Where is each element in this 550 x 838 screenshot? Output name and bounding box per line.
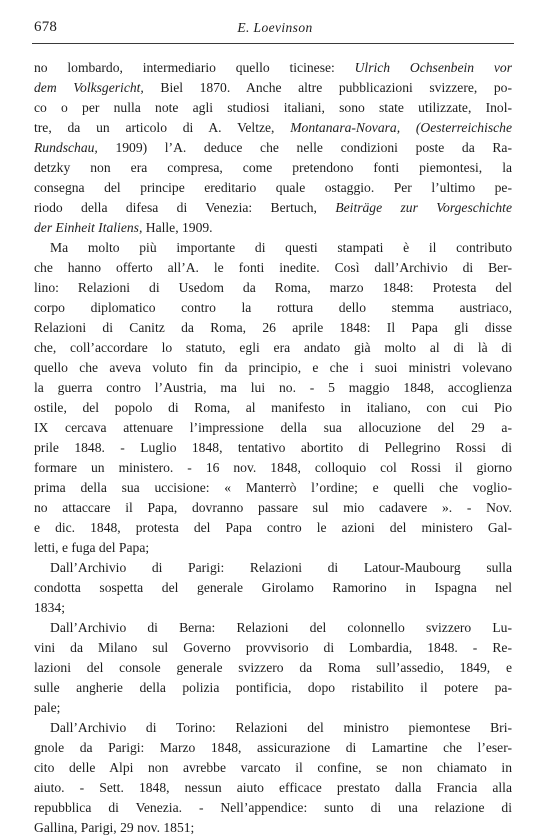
text-run: e dic. 1848, protesta del Papa contro le azioni del ministero Gal- bbox=[34, 520, 512, 535]
page-header bbox=[0, 0, 550, 44]
paragraph bbox=[34, 58, 512, 238]
text-line bbox=[34, 358, 512, 378]
text-run: pale; bbox=[34, 700, 61, 715]
text-line bbox=[34, 278, 512, 298]
text-line bbox=[34, 158, 512, 178]
italic-text: Ulrich Ochsenbein vor bbox=[354, 60, 512, 75]
text-run: corpo diplomatico contro la rottura dello stemma austriaco, bbox=[34, 300, 512, 315]
text-line bbox=[34, 298, 512, 318]
text-run: aiuto. - Sett. 1848, nessun aiuto efficace prestato dalla Francia alla bbox=[34, 780, 512, 795]
text-run: Dall’Archivio di Torino: Relazioni del ministro piemontese Bri- bbox=[50, 720, 512, 735]
text-line bbox=[34, 778, 512, 798]
text-line bbox=[34, 98, 512, 118]
text-run: formare un ministero. - 16 nov. 1848, colloquio col Rossi il giorno bbox=[34, 460, 512, 475]
italic-text: dem Volksgericht, bbox=[34, 80, 144, 95]
text-line bbox=[34, 518, 512, 538]
text-line bbox=[34, 638, 512, 658]
text-run: Relazioni di Canitz da Roma, 26 aprile 1848: Il Papa gli disse bbox=[34, 320, 512, 335]
text-line bbox=[34, 658, 512, 678]
text-run: Gallina, Parigi, 29 nov. 1851; bbox=[34, 820, 195, 835]
text-line bbox=[34, 718, 512, 738]
text-line bbox=[34, 678, 512, 698]
text-run: Dall’Archivio di Berna: Relazioni del colonnello svizzero Lu- bbox=[50, 620, 512, 635]
text-line bbox=[34, 258, 512, 278]
text-line bbox=[34, 758, 512, 778]
paragraph bbox=[34, 558, 512, 618]
text-run: quello che aveva voluto fin da principio, e che i suoi ministri volevano bbox=[34, 360, 512, 375]
text-line bbox=[34, 238, 512, 258]
text-run: Biel 1870. Anche altre pubblicazioni svizzere, po- bbox=[143, 80, 512, 95]
text-run: ostile, del popolo di Roma, al manifesto in italiano, con cui Pio bbox=[34, 400, 512, 415]
text-line bbox=[34, 598, 512, 618]
text-line bbox=[34, 798, 512, 818]
text-line bbox=[34, 58, 512, 78]
text-run: Dall’Archivio di Parigi: Relazioni di Latour-Maubourg sulla bbox=[50, 560, 512, 575]
text-line bbox=[34, 458, 512, 478]
text-run: cito delle Alpi non avrebbe varcato il confine, se non chiamato in bbox=[34, 760, 512, 775]
text-run: prile 1848. - Luglio 1848, tentativo abortito di Pellegrino Rossi di bbox=[34, 440, 512, 455]
text-run: lazioni del console generale svizzero da Roma sull’assedio, 1849, e bbox=[34, 660, 512, 675]
text-run: no lombardo, intermediario quello ticinese: bbox=[34, 60, 355, 75]
italic-text: der Einheit Italiens, bbox=[34, 220, 143, 235]
paragraph bbox=[34, 238, 512, 558]
text-run: detzky non era compresa, come pretendono fonti piemontesi, la bbox=[34, 160, 512, 175]
text-line bbox=[34, 698, 512, 718]
text-line bbox=[34, 498, 512, 518]
text-run: 1834; bbox=[34, 600, 65, 615]
text-line bbox=[34, 118, 512, 138]
text-line bbox=[34, 818, 512, 838]
page-body bbox=[34, 58, 512, 838]
text-run: Ma molto più importante di questi stampati è il contributo bbox=[50, 240, 512, 255]
text-run: no attaccare il Papa, dovranno passare sul mio cadavere ». - Nov. bbox=[34, 500, 512, 515]
text-run: tre, da un articolo di A. Veltze, bbox=[34, 120, 291, 135]
text-run: IX cercava attenuare l’impressione della sua allocuzione del 29 a- bbox=[34, 420, 512, 435]
text-run: condotta sospetta del generale Girolamo Ramorino in Ispagna nel bbox=[34, 580, 512, 595]
page-number: 678 bbox=[34, 19, 58, 35]
paragraph bbox=[34, 618, 512, 718]
text-line bbox=[34, 538, 512, 558]
text-run: consegna del principe ereditario quale ostaggio. Per l’ultimo pe- bbox=[34, 180, 512, 195]
text-line bbox=[34, 378, 512, 398]
text-run: 1909) l’A. deduce che nelle condizioni poste da Ra- bbox=[97, 140, 512, 155]
text-line bbox=[34, 178, 512, 198]
text-line bbox=[34, 618, 512, 638]
text-run: Halle, 1909. bbox=[142, 220, 213, 235]
text-line bbox=[34, 318, 512, 338]
paragraph bbox=[34, 718, 512, 838]
text-line bbox=[34, 738, 512, 758]
text-line bbox=[34, 218, 512, 238]
text-line bbox=[34, 438, 512, 458]
italic-text: Rundschau, bbox=[34, 140, 98, 155]
header-rule bbox=[32, 43, 514, 44]
text-run: sulle angherie della polizia pontificia, dopo ristabilito il potere pa- bbox=[34, 680, 512, 695]
text-run: letti, e fuga del Papa; bbox=[34, 540, 150, 555]
text-run: che hanno offerto all’A. le fonti inedite. Così dall’Archivio di Ber- bbox=[34, 260, 512, 275]
text-line bbox=[34, 558, 512, 578]
text-line bbox=[34, 578, 512, 598]
text-run: gnole da Parigi: Marzo 1848, assicurazione di Lamartine che l’eser- bbox=[34, 740, 512, 755]
text-line bbox=[34, 338, 512, 358]
running-head: E. Loevinson bbox=[237, 20, 313, 35]
italic-text: Montanara-Novara, (Oesterreichische bbox=[290, 120, 512, 135]
text-run: repubblica di Venezia. - Nell’appendice: sunto di una relazione di bbox=[34, 800, 512, 815]
text-run: riodo della difesa di Venezia: Bertuch, bbox=[34, 200, 336, 215]
italic-text: Beiträge zur Vorgeschichte bbox=[335, 200, 512, 215]
text-run: vini da Milano sul Governo provvisorio di Lombardia, 1848. - Re- bbox=[34, 640, 512, 655]
text-line bbox=[34, 478, 512, 498]
text-line bbox=[34, 78, 512, 98]
text-line bbox=[34, 418, 512, 438]
text-run: che, coll’accordare lo statuto, egli era andato già molto al di là di bbox=[34, 340, 512, 355]
text-line bbox=[34, 138, 512, 158]
text-run: la guerra contro l’Austria, ma lui no. - 5 maggio 1848, accoglienza bbox=[34, 380, 512, 395]
text-line bbox=[34, 398, 512, 418]
text-run: lino: Relazioni di Usedom da Roma, marzo 1848: Protesta del bbox=[34, 280, 512, 295]
text-line bbox=[34, 198, 512, 218]
text-run: co o per nulla note agli studiosi italiani, sono state utilizzate, Inol- bbox=[34, 100, 512, 115]
text-run: prima della sua uccisione: « Manterrò l’ordine; e quelli che voglio- bbox=[34, 480, 512, 495]
